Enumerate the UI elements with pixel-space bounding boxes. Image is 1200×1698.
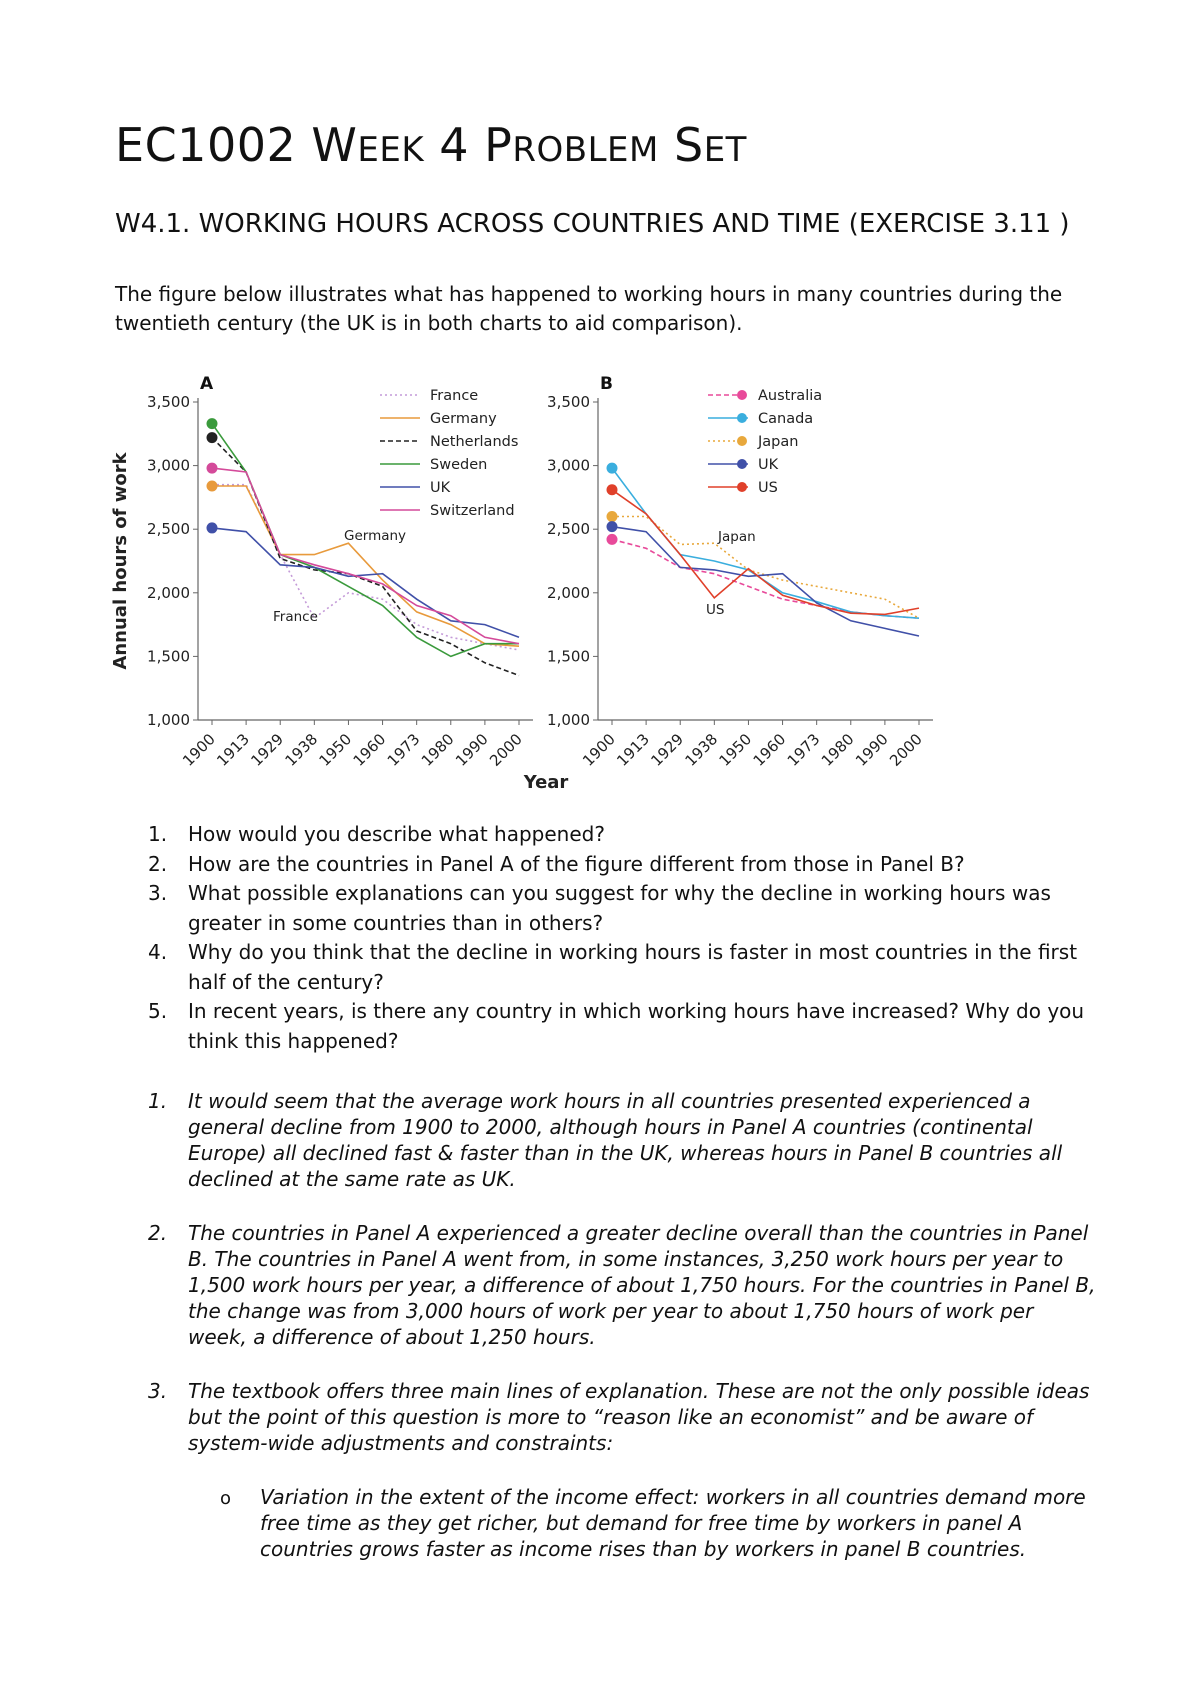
sub-bullet-list (188, 1484, 1098, 1562)
series-marker-uk (207, 522, 218, 533)
x-tick-label: 1938 (681, 730, 722, 770)
title-text: 4 P (424, 118, 513, 172)
y-tick-label: 2,500 (147, 520, 190, 539)
legend-label: Sweden (430, 457, 488, 473)
legend-marker (737, 459, 747, 469)
x-tick-label: 1900 (579, 730, 619, 770)
y-tick-label: 1,500 (547, 647, 590, 666)
panel-label: B (600, 374, 613, 394)
x-tick-label: 1973 (783, 730, 824, 770)
legend-label: Japan (758, 434, 799, 450)
question-item (148, 850, 1088, 880)
x-tick-label: 1950 (315, 730, 356, 770)
y-tick-label: 3,500 (547, 393, 590, 411)
bullet-marker: o (220, 1488, 232, 1509)
question-number: 2. (148, 851, 168, 876)
y-tick-label: 2,000 (547, 583, 590, 602)
title-text: ET (703, 130, 747, 170)
answer-text: The countries in Panel A experienced a greater decline overall than the countries in Panel B. The countries in Panel A went from, in some instances, 3,250 work hours per year to 1,500 work hours per year, a difference of about 1,750 hours. For the countries in Panel B, the change was from 3,000 hours of work per year to about 1,750 hours of work per week, a difference of about 1,250 hours. (188, 1221, 1096, 1349)
question-number: 1. (148, 822, 168, 846)
question-item (148, 820, 1088, 850)
y-axis-title: Annual hours of work (110, 452, 131, 670)
question-number: 3. (148, 881, 168, 905)
x-tick-label: 1960 (349, 730, 390, 770)
title-text: S (658, 118, 704, 172)
x-tick-label: 2000 (486, 730, 526, 770)
question-text: In recent years, is there any country in which working hours have increased? Why do you think this happened? (188, 999, 1085, 1053)
question-number: 5. (148, 999, 168, 1023)
question-text: How would you describe what happened? (188, 822, 605, 846)
x-tick-label: 1929 (647, 730, 688, 770)
series-marker-germany (207, 480, 218, 491)
title-text: EEK (357, 130, 425, 170)
x-tick-label: 1990 (851, 730, 892, 770)
x-tick-label: 2000 (886, 730, 926, 770)
answer-number: 3. (148, 1379, 168, 1403)
x-tick-label: 1913 (213, 730, 253, 770)
y-tick-label: 1,000 (147, 711, 190, 729)
x-tick-label: 1900 (179, 730, 219, 770)
series-marker-canada (607, 463, 618, 474)
legend-label: Australia (758, 388, 823, 404)
y-tick-label: 2,000 (147, 583, 190, 602)
answer-item (148, 1220, 1098, 1350)
panel-label: A (200, 374, 214, 394)
question-number: 4. (148, 940, 168, 964)
series-line-australia (612, 539, 919, 618)
series-marker-switzerland (207, 463, 218, 474)
x-tick-label: 1960 (749, 730, 790, 770)
series-marker-netherlands (207, 432, 218, 443)
x-tick-label: 1990 (451, 730, 492, 770)
x-tick-label: 1973 (383, 730, 424, 770)
y-tick-label: 1,500 (147, 647, 190, 666)
y-tick-label: 3,000 (147, 456, 190, 475)
series-marker-australia (607, 534, 618, 545)
legend-label: UK (758, 457, 779, 473)
question-item (148, 997, 1088, 1056)
question-text: Why do you think that the decline in working hours is faster in most countries in the first half of the century? (188, 940, 1078, 994)
chart-annotation: Japan (718, 529, 756, 545)
chart-annotation: US (706, 602, 725, 618)
y-tick-label: 3,500 (147, 393, 190, 411)
series-marker-japan (607, 511, 618, 522)
x-axis-title: Year (523, 772, 569, 793)
x-tick-label: 1929 (247, 730, 288, 770)
title-text: EC1002 W (115, 118, 358, 172)
x-tick-label: 1980 (417, 730, 458, 770)
chart-annotation: Germany (344, 528, 407, 544)
y-tick-label: 2,500 (547, 520, 590, 539)
legend-label: Netherlands (430, 434, 519, 450)
x-tick-label: 1980 (817, 730, 858, 770)
series-line-netherlands (212, 438, 519, 676)
answer-item (148, 1378, 1098, 1562)
answer-number: 2. (148, 1221, 168, 1245)
answer-text: The textbook offers three main lines of explanation. These are not the only possible ideas but the point of this question is more to “reason like an economist” and be aware of system-wide adjustments and constraints: (188, 1379, 1090, 1455)
question-text: How are the countries in Panel A of the figure different from those in Panel B? (188, 851, 965, 876)
working-hours-figure (108, 365, 948, 805)
series-line-japan (612, 517, 919, 619)
question-item (148, 879, 1088, 938)
y-tick-label: 1,000 (547, 711, 590, 729)
sub-bullet-text: Variation in the extent of the income effect: workers in all countries demand more free time as they get richer, but demand for free time by workers in panel A countries grows faster as income rises than by workers in panel B countries. (260, 1485, 1086, 1561)
series-line-uk (212, 528, 519, 637)
answer-text: It would seem that the average work hours in all countries presented experienced a general decline from 1900 to 2000, although hours in Panel A countries (continental Europe) all declined fast & faster than in the UK, whereas hours in Panel B countries all declined at the same rate as UK. (188, 1089, 1063, 1191)
x-tick-label: 1938 (281, 730, 322, 770)
intro-paragraph: The figure below illustrates what has happened to working hours in many countries during the twentieth century (the UK is in both charts to aid comparison). (115, 282, 1063, 335)
legend-label: US (758, 480, 778, 496)
series-marker-sweden (207, 418, 218, 429)
series-marker-us (607, 484, 618, 495)
legend-label: Germany (430, 411, 497, 427)
sub-bullet-item (220, 1484, 1098, 1562)
question-text: What possible explanations can you suggest for why the decline in working hours was greater in some countries than in others? (188, 881, 1051, 935)
legend-label: Switzerland (430, 503, 515, 519)
legend-marker (737, 482, 747, 492)
series-line-switzerland (212, 468, 519, 644)
question-list (148, 820, 1088, 1056)
x-tick-label: 1950 (715, 730, 756, 770)
answer-item (148, 1088, 1098, 1192)
chart-panel-b (547, 374, 933, 770)
legend-marker (737, 436, 747, 446)
x-tick-label: 1913 (613, 730, 653, 770)
question-item (148, 938, 1088, 997)
chart-annotation: France (273, 609, 318, 625)
title-text: ROBLEM (512, 130, 659, 170)
answer-list (148, 1088, 1098, 1590)
answer-number: 1. (148, 1089, 168, 1113)
y-tick-label: 3,000 (547, 456, 590, 475)
page-title (115, 118, 747, 172)
legend-label: France (430, 388, 479, 404)
series-line-us (612, 490, 919, 615)
series-marker-uk (607, 521, 618, 532)
legend-label: UK (430, 480, 451, 496)
legend-marker (737, 413, 747, 423)
chart-panel-a (147, 374, 533, 770)
legend-marker (737, 390, 747, 400)
legend-label: Canada (758, 411, 814, 427)
section-heading: W4.1. WORKING HOURS ACROSS COUNTRIES AND TIME (EXERCISE 3.11 ) (115, 209, 1070, 239)
